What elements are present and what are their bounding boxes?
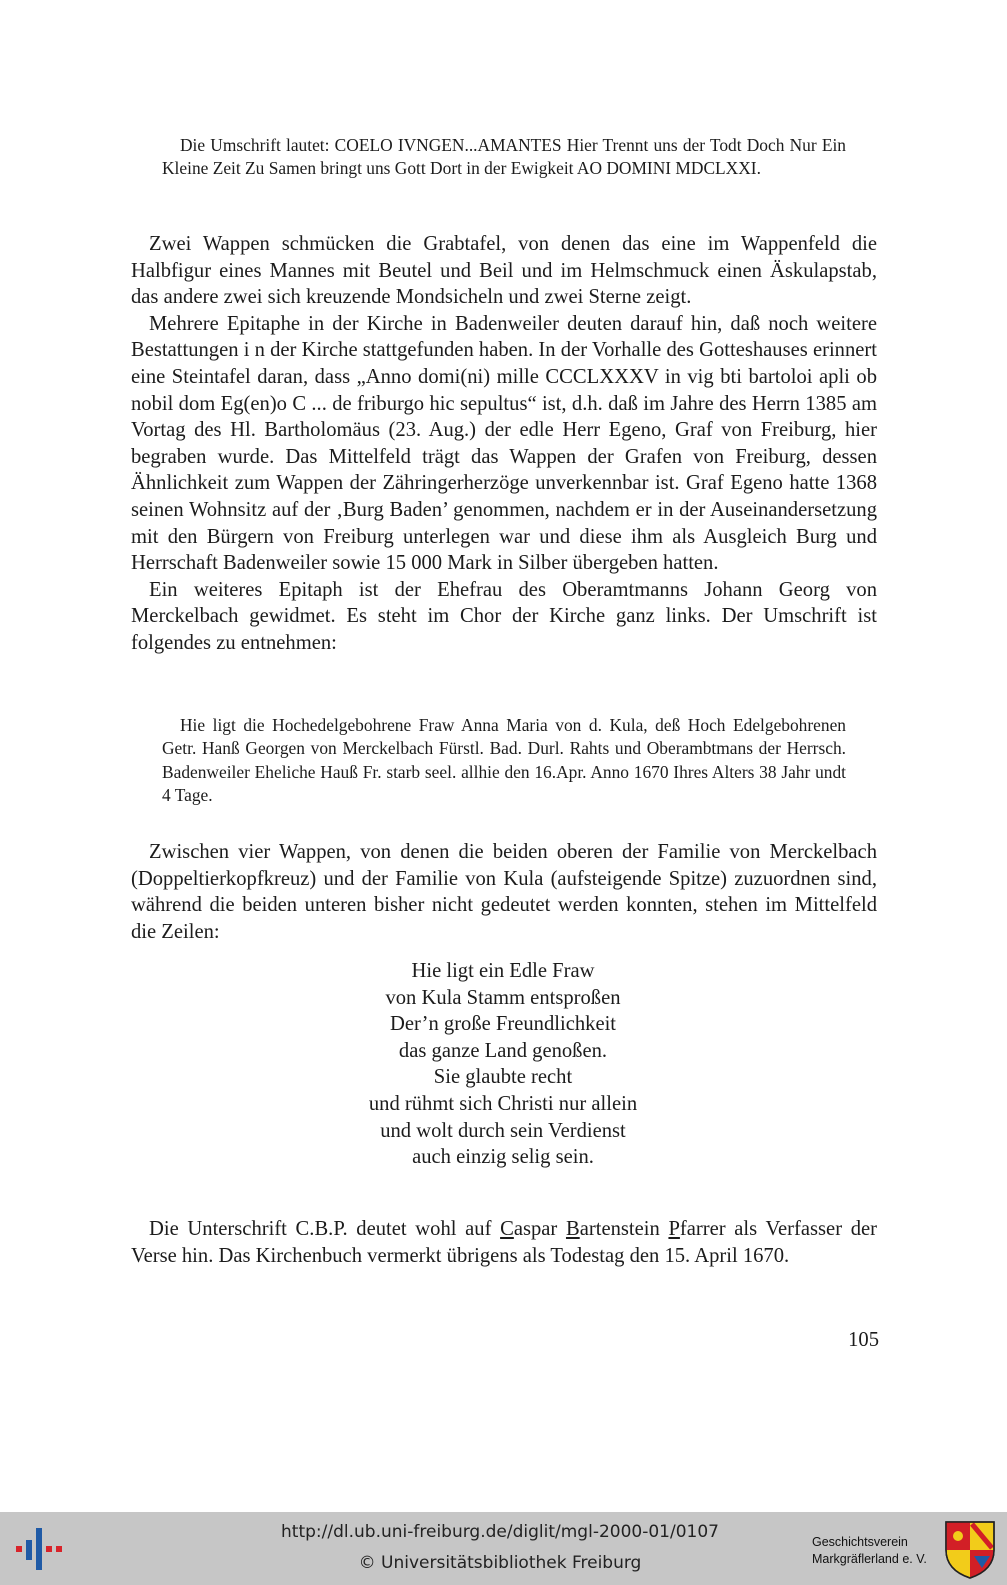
paragraph-coats-of-arms: Zwei Wappen schmücken die Grabtafel, von denen das eine im Wappenfeld die Halbfigur eines Mannes mit Beutel und Beil und im Helmschmuck einen Äskulapstab, das andere zwei sich kreuzende Mondsicheln und zwei Sterne zeigt. [131, 233, 877, 309]
copyright-text: © Universitätsbibliothek Freiburg [358, 1553, 642, 1573]
markgraeflerland-crest-icon [944, 1520, 996, 1580]
poem-line: Sie glaubte recht [433, 1066, 573, 1089]
body-section-1 [131, 231, 877, 657]
signature-text-caspar: aspar [513, 1218, 566, 1240]
poem-line: von Kula Stamm entsproßen [385, 986, 621, 1009]
source-url-link[interactable]: http://dl.ub.uni-freiburg.de/diglit/mgl-2000-01/0107 [281, 1522, 719, 1542]
ub-freiburg-logo-icon [16, 1526, 64, 1572]
society-name [812, 1534, 927, 1568]
initial-c: C [500, 1218, 514, 1240]
initial-p: P [668, 1218, 680, 1240]
signature-text-after: farrer als Verfasser der Verse hin. Das Kirchenbuch vermerkt übrigens als Todestag den 15. April 1670. [131, 1218, 878, 1267]
paragraph-signature [131, 1216, 877, 1269]
inscription-quote-1 [162, 134, 846, 181]
poem-line: und rühmt sich Christi nur allein [368, 1092, 638, 1115]
signature-text-bartenstein: artenstein [579, 1218, 669, 1240]
poem-line: auch einzig selig sein. [412, 1146, 594, 1169]
poem-line: Der’n große Freundlichkeit [389, 1013, 617, 1036]
inscription-quote-1-text: Die Umschrift lautet: COELO IVNGEN...AMANTES Hier Trennt uns der Todt Doch Nur Ein Kleine Zeit Zu Samen bringt uns Gott Dort in der Ewigkeit AO DOMINI MDCLXXI. [162, 135, 846, 179]
inscription-quote-2-text: Hie ligt die Hochedelgebohrene Fraw Anna Maria von d. Kula, deß Hoch Edelgebohrenen Getr. Hanß Georgen von Merckelbach Fürstl. Bad. Durl. Rahts und Oberambtmans der Herrsch. Badenweiler Eheliche Hauß Fr. starb seel. allhie den 16.Apr. Anno 1670 Ihres Alters 38 Jahr undt 4 Tage. [162, 715, 846, 806]
poem [300, 958, 706, 1171]
poem-line: das ganze Land genoßen. [398, 1039, 608, 1062]
poem-line: und wolt durch sein Verdienst [380, 1119, 626, 1142]
signature-text-before: Die Unterschrift C.B.P. deutet wohl auf [149, 1218, 501, 1240]
paragraph-four-coats: Zwischen vier Wappen, von denen die beiden oberen der Familie von Merckelbach (Doppeltierkopfkreuz) und der Familie von Kula (aufsteigende Spitze) zuzuordnen sind, während die beiden unteren bisher nicht gedeutet werden konnten, stehen im Mittelfeld die Zeilen: [131, 841, 877, 943]
poem-line: Hie ligt ein Edle Fraw [411, 960, 595, 982]
footer-bar [0, 1512, 1007, 1585]
page-number: 105 [848, 1329, 879, 1351]
paragraph-epitaphs: Mehrere Epitaphe in der Kirche in Badenweiler deuten darauf hin, daß noch weitere Bestattungen i n der Kirche stattgefunden haben. In der Vorhalle des Gotteshauses erinnert eine Steintafel daran, dass „Anno domi(ni) mille CCCLXXXV in vig bti bartoloi apli ob nobil dom Eg(en)o C ... de friburgo hic sepultus“ ist, d.h. daß im Jahre des Herrn 1385 am Vortag des Hl. Bartholomäus (23. Aug.) der edle Herr Egeno, Graf von Freiburg, hier begraben wurde. Das Mittelfeld trägt das Wappen der Grafen von Freiburg, dessen Ähnlichkeit zum Wappen der Zähringerherzöge unverkennbar ist. Graf Egeno hatte 1368 seinen Wohnsitz auf der ‚Burg Baden’ genommen, nachdem er in der Auseinandersetzung mit den Bürgern von Freiburg unterlegen war und diese ihm als Ausgleich Burg und Herrschaft Badenweiler sowie 15 000 Mark in Silber übergeben hatten. [131, 312, 877, 575]
body-section-3 [131, 1216, 877, 1269]
body-section-2 [131, 839, 877, 945]
paragraph-merckelbach: Ein weiteres Epitaph ist der Ehefrau des Oberamtmanns Johann Georg von Merckelbach gewidmet. Es steht im Chor der Kirche ganz links. Der Umschrift ist folgendes zu entnehmen: [131, 578, 877, 654]
inscription-quote-2 [162, 714, 846, 808]
society-name-line-1: Geschichtsverein [812, 1535, 908, 1549]
initial-b: B [565, 1218, 580, 1240]
society-name-line-2: Markgräflerland e. V. [812, 1552, 927, 1566]
